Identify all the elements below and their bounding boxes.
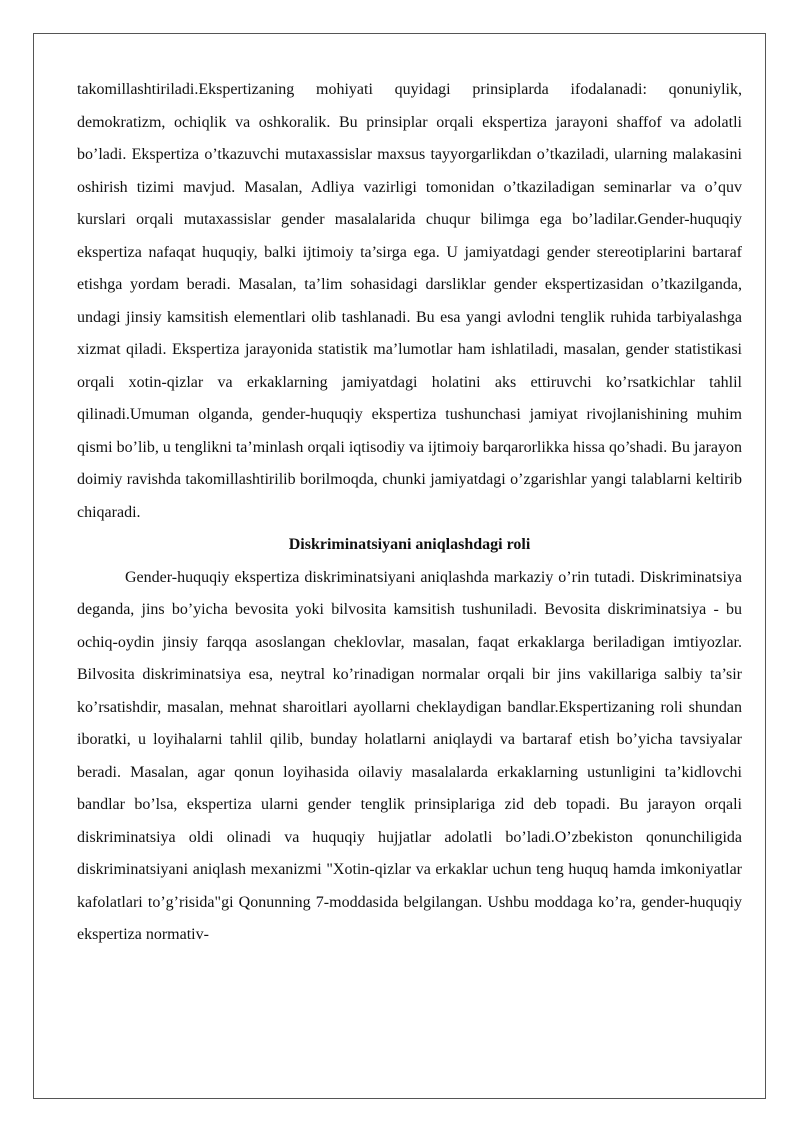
document-body xyxy=(77,74,742,952)
paragraph-2: Gender-huquqiy ekspertiza diskriminatsiyani aniqlashda markaziy o’rin tutadi. Diskriminatsiya deganda, jins bo’yicha bevosita yoki bilvosita kamsitish tushuniladi. Bevosita diskriminatsiya - bu ochiq-oydin jinsiy farqqa asoslangan cheklovlar, masalan, faqat erkaklarga beriladigan imtiyozlar. Bilvosita diskriminatsiya esa, neytral ko’rinadigan normalar orqali bir jins vakillariga salbiy ta’sir ko’rsatishdir, masalan, mehnat sharoitlari ayollarni cheklaydigan bandlar.Ekspertizaning roli shundan iboratki, u loyihalarni tahlil qilib, bunday holatlarni aniqlaydi va bartaraf etish bo’yicha tavsiyalar beradi. Masalan, agar qonun loyihasida oilaviy masalalarda erkaklarning ustunligini ta’kidlovchi bandlar bo’lsa, ekspertiza ularni gender tenglik prinsiplariga zid deb topadi. Bu jarayon orqali diskriminatsiya oldi olinadi va huquqiy hujjatlar adolatli bo’ladi.O’zbekiston qonunchiligida diskriminatsiyani aniqlash mexanizmi "Xotin-qizlar va erkaklar uchun teng huquq hamda imkoniyatlar kafolatlari to’g’risida"gi Qonunning 7-moddasida belgilangan. Ushbu moddaga ko’ra, gender-huquqiy ekspertiza normativ- xyxy=(77,568,742,943)
section-heading: Diskriminatsiyani aniqlashdagi roli xyxy=(288,536,531,553)
paragraph-1: takomillashtiriladi.Ekspertizaning mohiyati quyidagi prinsiplarda ifodalanadi: qonuniylik, demokratizm, ochiqlik va oshkoralik. Bu prinsiplar orqali ekspertiza jarayoni shaffof va adolatli bo’ladi. Ekspertiza o’tkazuvchi mutaxassislar maxsus tayyorgarlikdan o’tkaziladi, ularning malakasini oshirish tizimi mavjud. Masalan, Adliya vazirligi tomonidan o’tkaziladigan seminarlar va o’quv kurslari orqali mutaxassislar gender masalalarida chuqur bilimga ega bo’ladilar.Gender-huquqiy ekspertiza nafaqat huquqiy, balki ijtimoiy ta’sirga ega. U jamiyatdagi gender stereotiplarini bartaraf etishga yordam beradi. Masalan, ta’lim sohasidagi darsliklar gender ekspertizasidan o’tkazilganda, undagi jinsiy kamsitish elementlari olib tashlanadi. Bu esa yangi avlodni tenglik ruhida tarbiyalashga xizmat qiladi. Ekspertiza jarayonida statistik ma’lumotlar ham ishlatiladi, masalan, gender statistikasi orqali xotin-qizlar va erkaklarning jamiyatdagi holatini aks ettiruvchi ko’rsatkichlar tahlil qilinadi.Umuman olganda, gender-huquqiy ekspertiza tushunchasi jamiyat rivojlanishining muhim qismi bo’lib, u tenglikni ta’minlash orqali iqtisodiy va ijtimoiy barqarorlikka hissa qo’shadi. Bu jarayon doimiy ravishda takomillashtirilib borilmoqda, chunki jamiyatdagi o’zgarishlar yangi talablarni keltirib chiqaradi. xyxy=(77,81,742,521)
